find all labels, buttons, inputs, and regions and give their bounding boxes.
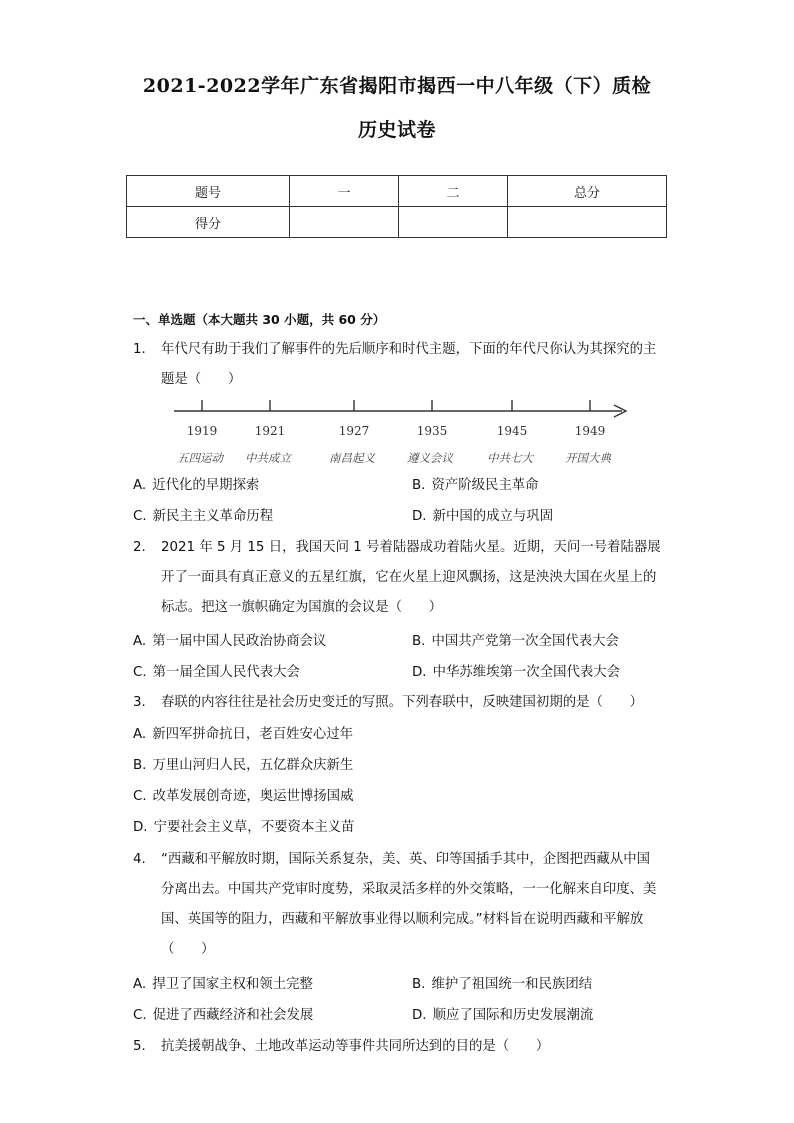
question-2 [133, 533, 663, 623]
question-number: 3. [133, 695, 146, 710]
option-text: 捍卫了国家主权和领土完整 [152, 977, 313, 992]
timeline-event: 开国大典 [565, 451, 611, 465]
timeline-year: 1945 [496, 424, 528, 438]
option-c[interactable] [133, 663, 300, 683]
option-a[interactable] [133, 476, 259, 496]
option-d[interactable] [133, 818, 354, 838]
option-text: 万里山河归人民，五亿群众庆新生 [152, 758, 354, 773]
score-cell-empty [508, 207, 667, 238]
score-table-header-row [127, 176, 667, 207]
option-label: D. [412, 665, 427, 680]
option-text: 维护了祖国统一和民族团结 [431, 977, 593, 992]
option-a[interactable] [133, 632, 326, 652]
option-label: B. [133, 758, 147, 773]
question-5 [133, 1032, 663, 1062]
option-label: D. [412, 509, 427, 524]
option-label: C. [133, 789, 147, 804]
option-text: 新四军拼命抗日，老百姓安心过年 [152, 727, 354, 742]
option-b[interactable] [133, 756, 353, 776]
timeline-figure [172, 392, 632, 472]
option-label: A. [133, 634, 147, 649]
section-heading: 一、单选题（本大题共 30 小题，共 60 分） [133, 312, 386, 327]
timeline-year: 1949 [574, 424, 606, 438]
option-text: 中华苏维埃第一次全国代表大会 [432, 665, 621, 680]
question-4 [133, 845, 663, 965]
option-text: 促进了西藏经济和社会发展 [152, 1008, 314, 1023]
question-3 [133, 688, 663, 718]
timeline-event: 遵义会议 [407, 451, 453, 465]
option-text: 近代化的早期探索 [152, 478, 260, 493]
option-text: 顺应了国际和历史发展潮流 [432, 1008, 594, 1023]
timeline-event: 南昌起义 [329, 451, 375, 465]
timeline-year: 1935 [416, 424, 448, 438]
score-table-score-row [127, 207, 667, 238]
question-text: 抗美援朝战争、土地改革运动等事件共同所达到的目的是（ ） [161, 1039, 550, 1054]
option-label: B. [412, 478, 426, 493]
question-number: 2. [133, 540, 146, 555]
question-text: 2021 年 5 月 15 日，我国天问 1 号着陆器成功着陆火星。近期，天问一号着陆器展开了一面具有真正意义的五星红旗，它在火星上迎风飘扬，这是泱泱大国在火星上的标志。把这一旗帜确定为国旗的会议是（ ） [161, 540, 661, 615]
question-text: “西藏和平解放时期，国际关系复杂，美、英、印等国插手其中，企图把西藏从中国分离出去。中国共产党审时度势，采取灵活多样的外交策略，一一化解来自印度、美国、英国等的阻力，西藏和平解放事业得以顺利完成。”材料旨在说明西藏和平解放（ ） [161, 852, 657, 957]
option-b[interactable] [412, 632, 619, 652]
timeline-year: 1927 [338, 424, 370, 438]
option-text: 宁要社会主义草，不要资本主义苗 [153, 820, 355, 835]
timeline-year: 1919 [186, 424, 218, 438]
option-text: 改革发展创奇迹，奥运世博扬国威 [152, 789, 354, 804]
option-label: D. [133, 820, 148, 835]
option-label: A. [133, 478, 147, 493]
option-label: B. [412, 977, 426, 992]
option-text: 新民主主义革命历程 [152, 509, 274, 524]
score-table [126, 175, 667, 238]
option-label: A. [133, 727, 147, 742]
option-b[interactable] [412, 975, 592, 995]
option-b[interactable] [412, 476, 539, 496]
exam-title-line1: 2021-2022学年广东省揭阳市揭西一中八年级（下）质检 [142, 75, 652, 97]
question-number: 1. [133, 342, 146, 357]
option-label: C. [133, 509, 147, 524]
score-cell-label: 题号 [127, 176, 290, 207]
option-c[interactable] [133, 1006, 313, 1026]
option-a[interactable] [133, 975, 313, 995]
option-c[interactable] [133, 787, 353, 807]
option-text: 中国共产党第一次全国代表大会 [431, 634, 619, 649]
option-label: D. [412, 1008, 427, 1023]
score-cell-empty [290, 207, 399, 238]
exam-title-line2: 历史试卷 [357, 119, 436, 141]
option-label: B. [412, 634, 426, 649]
option-label: C. [133, 665, 147, 680]
option-c[interactable] [133, 507, 273, 527]
option-d[interactable] [412, 663, 620, 683]
question-1 [133, 335, 663, 395]
question-number: 4. [133, 852, 146, 867]
option-d[interactable] [412, 1006, 593, 1026]
option-text: 新中国的成立与巩固 [432, 509, 554, 524]
option-label: C. [133, 1008, 147, 1023]
score-cell-empty [399, 207, 508, 238]
score-cell-part1: 一 [290, 176, 399, 207]
score-cell-part2: 二 [399, 176, 508, 207]
option-label: A. [133, 977, 147, 992]
option-text: 第一届全国人民代表大会 [152, 665, 300, 680]
timeline-event: 中共成立 [245, 451, 291, 465]
option-text: 资产阶级民主革命 [431, 478, 539, 493]
timeline-year: 1921 [254, 424, 286, 438]
timeline-event: 中共七大 [487, 451, 533, 465]
question-text: 春联的内容往往是社会历史变迁的写照。下列春联中，反映建国初期的是（ ） [161, 695, 644, 710]
option-d[interactable] [412, 507, 553, 527]
timeline-event: 五四运动 [177, 451, 223, 465]
question-number: 5. [133, 1039, 146, 1054]
score-cell-score-label: 得分 [127, 207, 290, 238]
question-text: 年代尺有助于我们了解事件的先后顺序和时代主题，下面的年代尺你认为其探究的主题是（ ） [161, 342, 657, 387]
option-a[interactable] [133, 725, 353, 745]
score-cell-total: 总分 [508, 176, 667, 207]
option-text: 第一届中国人民政治协商会议 [152, 634, 327, 649]
